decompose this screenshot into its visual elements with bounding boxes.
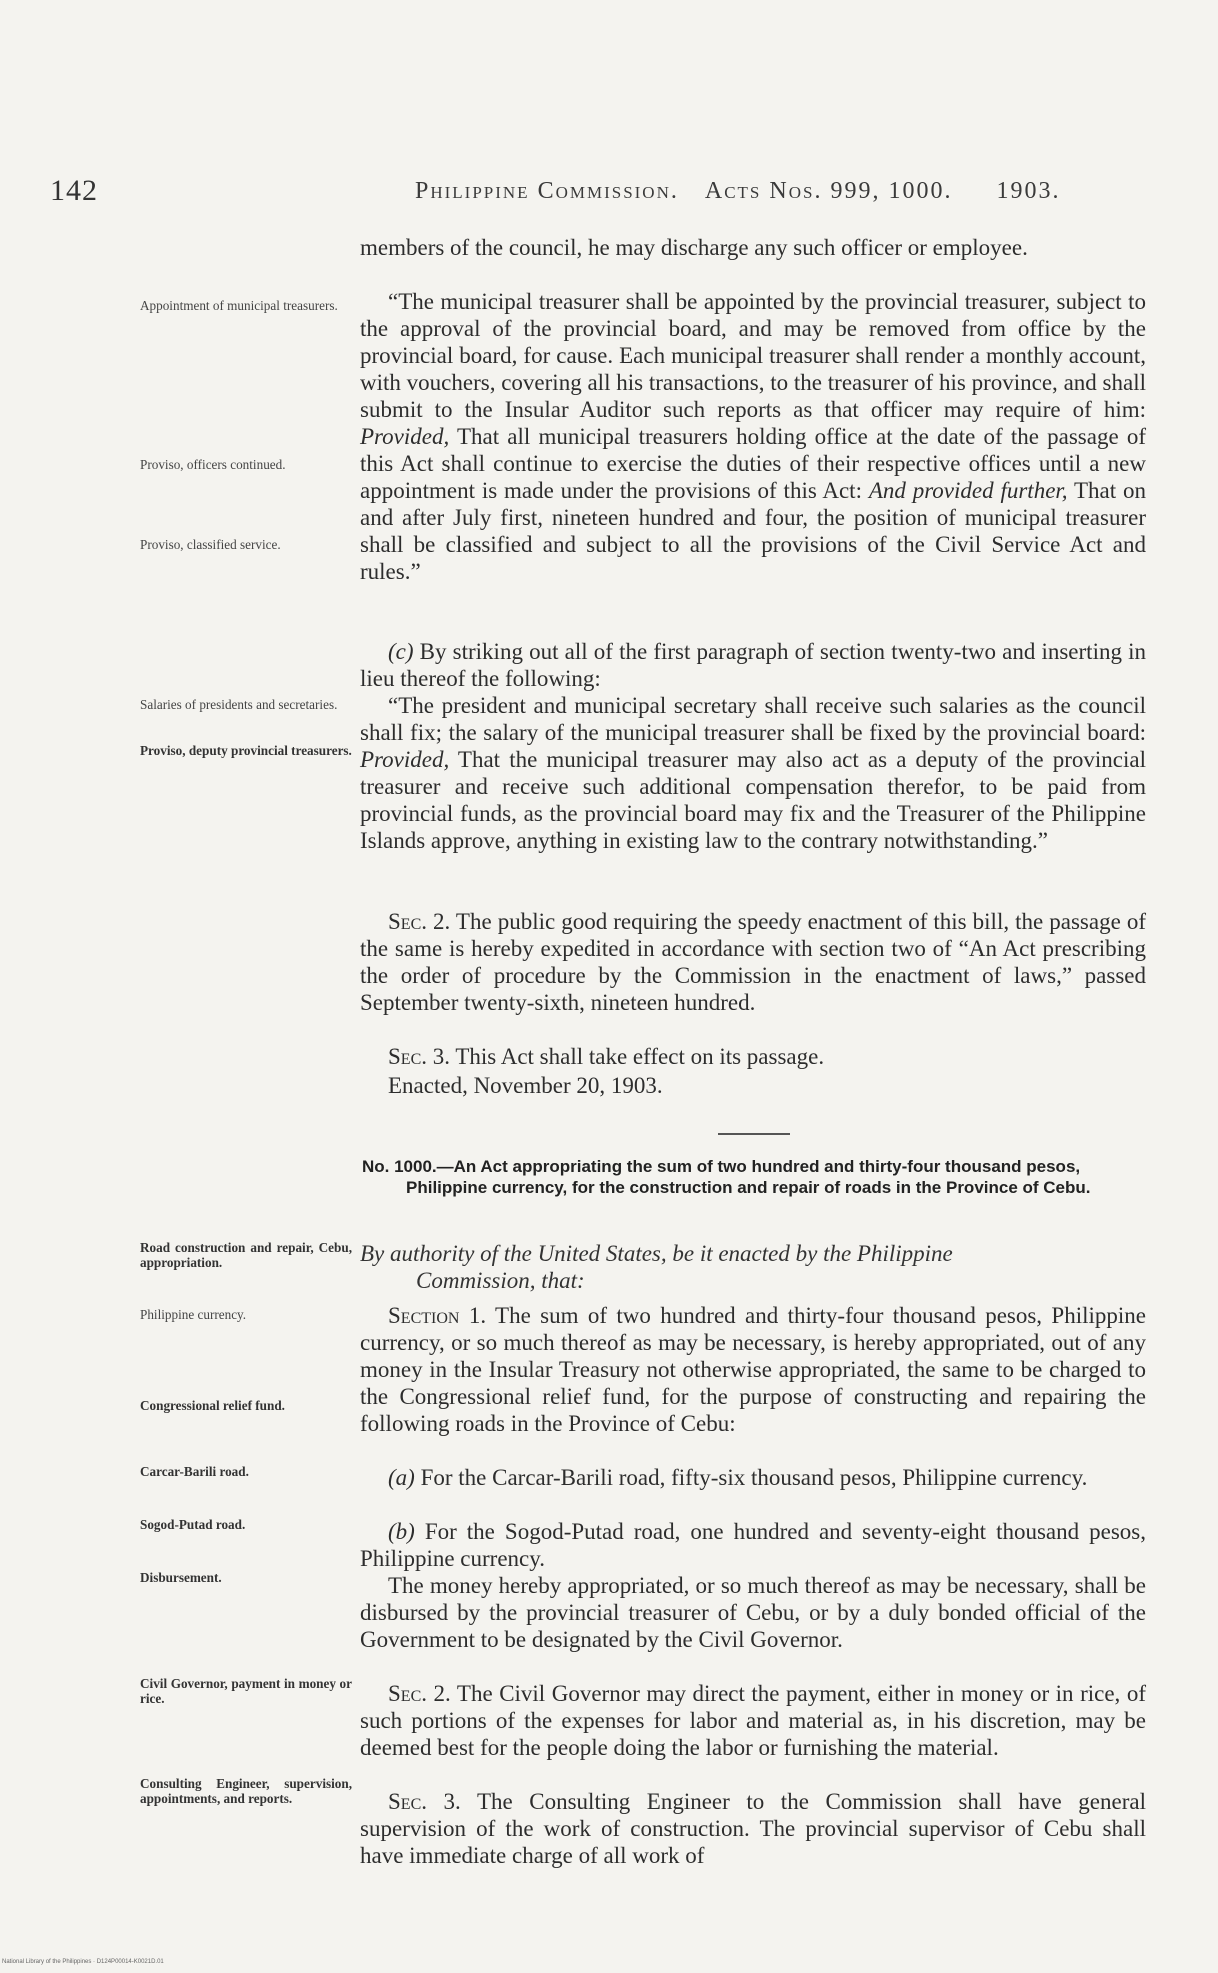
margin-note-disbursement: Disbursement. [140,1570,222,1585]
text: “The municipal treasurer shall be appointed by the provincial treasurer, subject to the approval of the provincial board, and may be removed from office by the provincial board, for cause. Each municipal treasurer shall render a monthly account, with vouchers, covering all his transactions, to the treasurer of his province, and shall submit to the Insular Auditor such reports as that officer may require of him: [360,289,1146,422]
margin-note-salaries: Salaries of presidents and secretaries. [140,697,338,712]
footer-tag: National Library of the Philippines · D124P00014-K0021D.01 [2,1959,164,1965]
margin-note-proviso-officers: Proviso, officers continued. [140,457,286,472]
paragraph-act-1000-section-1 [360,1302,1146,1437]
paragraph-item-b [360,1518,1146,1572]
running-head-title: Philippine Commission. [415,178,679,204]
provided-italic: Provided, [360,747,450,772]
paragraph-disbursement: The money hereby appropriated, or so much thereof as may be necessary, shall be disbursed by the provincial treasurer of Cebu, or by a duly bonded official of the Government to be designated by the Civil Governor. [360,1573,1146,1652]
enacted-line: Enacted, November 20, 1903. [388,1073,663,1098]
paragraph-section-2 [360,908,1146,1016]
enacting-clause [360,1240,1146,1294]
section-label: Sec. 3. [388,1789,461,1814]
text: That the municipal treasurer may also act as a deputy of the provincial treasurer and receive such additional compensation therefor, to be paid from provincial funds, as the provincial board may fix and the Treasurer of the Philippine Islands approve, anything in existing law to the contrary notwithstanding.” [360,747,1146,853]
running-head-year: 1903. [996,178,1061,204]
text: The Civil Governor may direct the payment, either in money or in rice, of such portions of the expenses for labor and material as, in his discretion, may be deemed best for the people doing the labor or furnishing the material. [360,1681,1146,1760]
act-1000-heading-text: No. 1000.—An Act appropriating the sum of two hundred and thirty-four thousand pesos, Philippine currency, for the construction and repair of roads in the Province of Cebu. [362,1157,1091,1197]
text: The public good requiring the speedy enactment of this bill, the passage of the same is hereby expedited in accordance with section two of “An Act prescribing the order of procedure by the Commission in the enactment of laws,” passed September twenty-sixth, nineteen hundred. [360,909,1146,1015]
section-label: Sec. 2. [388,909,451,934]
text: The Consulting Engineer to the Commission shall have general supervision of the work of construction. The provincial supervisor of Cebu shall have immediate charge of all work of [360,1789,1146,1868]
provided-further-italic: And provided further, [868,478,1068,503]
text: For the Sogod-Putad road, one hundred and seventy-eight thousand pesos, Philippine currency. [360,1519,1146,1571]
margin-note-appointment: Appointment of municipal treasurers. [140,298,338,313]
provided-italic: Provided, [360,424,450,449]
section-label: Sec. 3. [388,1044,450,1069]
paragraph-subsection-c [360,638,1146,692]
running-head-acts: Acts Nos. 999, 1000. [704,178,953,204]
margin-note-civil-governor: Civil Governor, payment in money or rice. [140,1676,352,1706]
paragraph-item-a [360,1464,1146,1491]
text: The sum of two hundred and thirty-four thousand pesos, Philippine currency, or so much thereof as may be necessary, is hereby appropriated, out of any money in the Insular Treasury not otherwise appropriated, the same to be charged to the Congressional relief fund, for the purpose of constructing and repairing the following roads in the Province of Cebu: [360,1303,1146,1436]
paragraph-act-1000-section-2 [360,1680,1146,1761]
margin-note-congressional-relief: Congressional relief fund. [140,1398,285,1413]
text: That on and after July first, nineteen hundred and four, the position of municipal treasurer shall be classified and subject to all the provisions of the Civil Service Act and rules.” [360,478,1146,584]
paragraph-salaries [360,692,1146,854]
margin-note-road-construction: Road construction and repair, Cebu, appropriation. [140,1240,352,1270]
text: “The president and municipal secretary shall receive such salaries as the council shall fix; the salary of the municipal treasurer shall be fixed by the provincial board: [360,693,1146,745]
act-1000-heading [362,1156,1152,1198]
paragraph-section-3 [360,1043,1146,1070]
margin-note-proviso-classified: Proviso, classified service. [140,537,281,552]
page-number: 142 [50,174,98,207]
margin-note-philippine-currency: Philippine currency. [140,1307,247,1322]
text: By striking out all of the first paragraph of section twenty-two and inserting in lieu thereof the following: [360,639,1146,691]
paragraph-act-1000-section-3 [360,1788,1146,1869]
text: That all municipal treasurers holding office at the date of the passage of this Act shall continue to exercise the duties of their respective offices until a new appointment is made under the provisions of this Act: [360,424,1146,503]
paragraph-continuation: members of the council, he may discharge any such officer or employee. [360,235,1028,260]
text: For the Carcar-Barili road, fifty-six thousand pesos, Philippine currency. [414,1465,1088,1490]
text: This Act shall take effect on its passage. [450,1044,825,1069]
enacting-line-1: By authority of the United States, be it enacted by the Philippine [360,1241,953,1266]
section-label: Sec. 2. [388,1681,451,1706]
margin-note-proviso-deputy: Proviso, deputy provincial treasurers. [140,743,352,758]
item-label: (b) [388,1519,415,1544]
subsection-label: (c) [388,639,414,664]
item-label: (a) [388,1465,415,1490]
running-head [415,178,1060,205]
enacting-line-2: Commission, that: [416,1268,585,1293]
margin-note-carcar-barili: Carcar-Barili road. [140,1464,249,1479]
act-divider [718,1133,790,1135]
paragraph-municipal-treasurer [360,288,1146,585]
margin-note-sogod-putad: Sogod-Putad road. [140,1517,246,1532]
section-label: Section 1. [388,1303,487,1328]
margin-note-consulting-engineer: Consulting Engineer, supervision, appointments, and reports. [140,1776,352,1806]
